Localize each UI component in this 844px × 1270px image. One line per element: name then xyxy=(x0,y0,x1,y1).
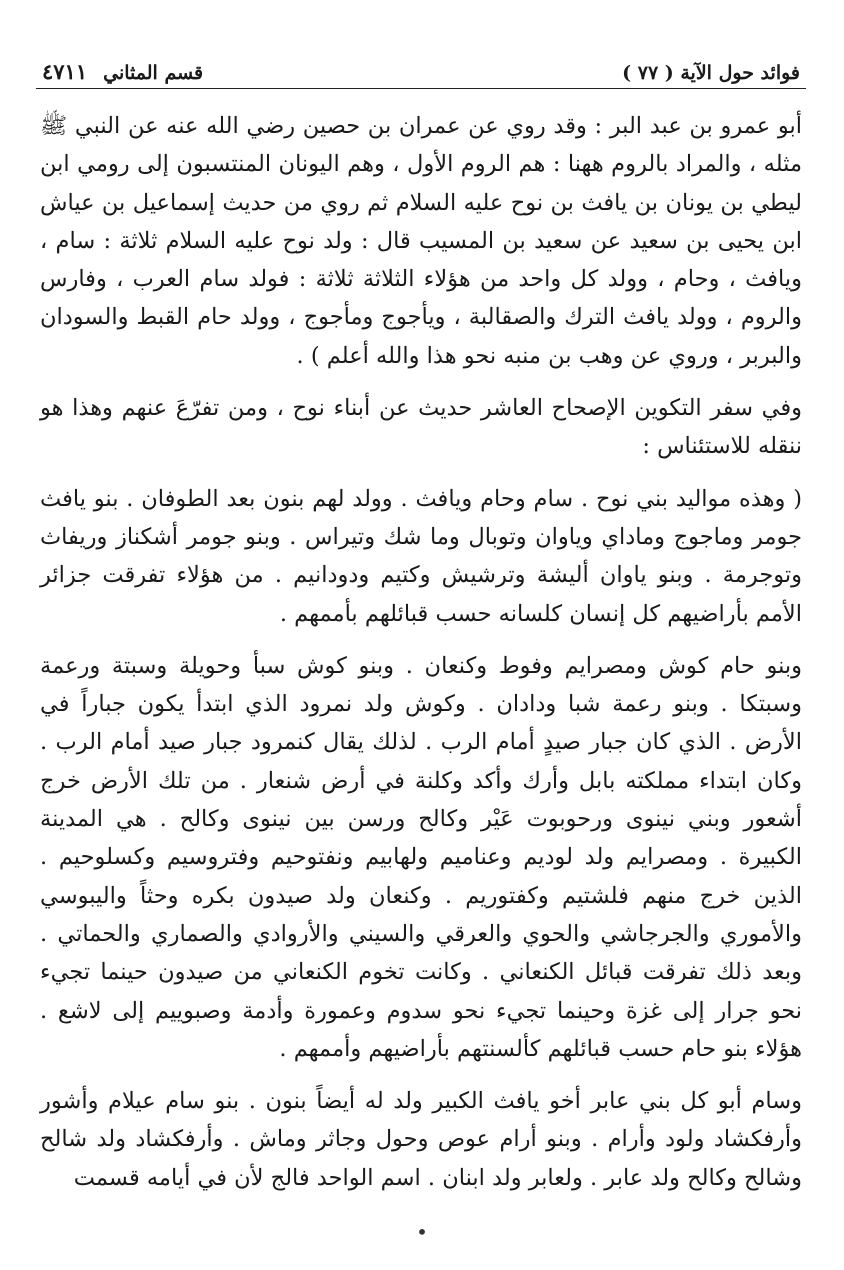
paragraph-5: وسام أبو كل بني عابر أخو يافث الكبير ولد له أيضاً بنون . بنو سام عيلام وأشور وأرفكشاد ولود وأرام . وبنو أرام عوص وحول وجاثر وماش . وأرفكشاد ولد شالح وشالح وكالح ولد عابر . ولعابر ولد ابنان . اسم الواحد فالج لأن في أيامه قسمت xyxy=(40,1088,802,1191)
header-title: فوائد حول الآية ( ٧٧ ) xyxy=(622,62,800,84)
header-section: قسم المثاني xyxy=(103,62,204,84)
page-number: ٤٧١١ xyxy=(42,59,88,84)
paragraph-gap xyxy=(40,375,802,389)
paragraph-4: وبنو حام كوش ومصرايم وفوط وكنعان . وبنو كوش سبأ وحويلة وسبتة ورعمة وسبتكا . وبنو رعمة شبا ودادان . وكوش ولد نمرود الذي ابتدأ يكون جباراً في الأرض . الذي كان جبار صيدٍ أمام الرب . لذلك يقال كنمرود جبار صيد أمام الرب . وكان ابتداء مملكته بابل وأرك وأكد وكلنة في أرض شنعار . من تلك الأرض خرج أشعور وبني نينوى ورحوبوت عَيْر وكالح ورسن بين نينوى وكالح . هي المدينة الكبيرة . ومصرايم ولد لوديم وعناميم ولهابيم ونفتوحيم وفتروسيم وكسلوحيم . الذين خرج منهم فلشتيم وكفتوريم . وكنعان ولد صيدون بكره وحثاً واليبوسي والأموري والجرجاشي والحوي والعرقي والسيني والأروادي والصماري والحماتي . وبعد ذلك تفرقت قبائل الكنعاني . وكانت تخوم الكنعاني من صيدون حينما تجيء نحو جرار إلى غزة وحينما تجيء نحو سدوم وعمورة وأدمة وصبوييم إلى لاشع . هؤلاء بنو حام حسب قبائلهم كألسنتهم بأراضيهم وأممهم . xyxy=(40,652,802,1062)
footer-mark: • xyxy=(416,1220,428,1244)
paragraph-gap xyxy=(40,466,802,480)
running-header xyxy=(36,50,806,89)
header-left-group xyxy=(42,59,203,84)
paragraph-3: ( وهذه مواليد بني نوح . سام وحام ويافث . وولد لهم بنون بعد الطوفان . بنو يافث جومر وماجوج وماداي وياوان وتوبال وما شك وتيراس . وبنو جومر أشكناز وريفاث وتوجرمة . وبنو ياوان أليشة وترشيش وكتيم ودودانيم . من هؤلاء تفرقت جزائر الأمم بأراضيهم كل إنسان كلسانه حسب قبائلهم بأممهم . xyxy=(40,485,802,627)
paragraph-1: أبو عمرو بن عبد البر : وقد روي عن عمران بن حصين رضي الله عنه عن النبي ﷺ مثله ، والمراد بالروم ههنا : هم الروم الأول ، وهم اليونان المنتسبون إلى رومي ابن ليطي بن يونان بن يافث بن نوح عليه السلام ثم روي من حديث إسماعيل بن عياش ابن يحيى بن سعيد عن سعيد بن المسيب قال : ولد نوح عليه السلام ثلاثة : سام ، ويافث ، وحام ، وولد كل واحد من هؤلاء الثلاثة ثلاثة : فولد سام العرب ، وفارس والروم ، وولد يافث الترك والصقالبة ، ويأجوج ومأجوج ، وولد حام القبط والسودان والبربر ، وروي عن وهب بن منبه نحو هذا والله أعلم ) . xyxy=(40,113,802,369)
paragraph-2: وفي سفر التكوين الإصحاح العاشر حديث عن أبناء نوح ، ومن تفرّعَ عنهم وهذا هو ننقله للاستئناس : xyxy=(40,395,802,460)
paragraph-gap xyxy=(40,1068,802,1082)
paragraph-gap xyxy=(40,633,802,647)
body-text xyxy=(36,107,806,1197)
